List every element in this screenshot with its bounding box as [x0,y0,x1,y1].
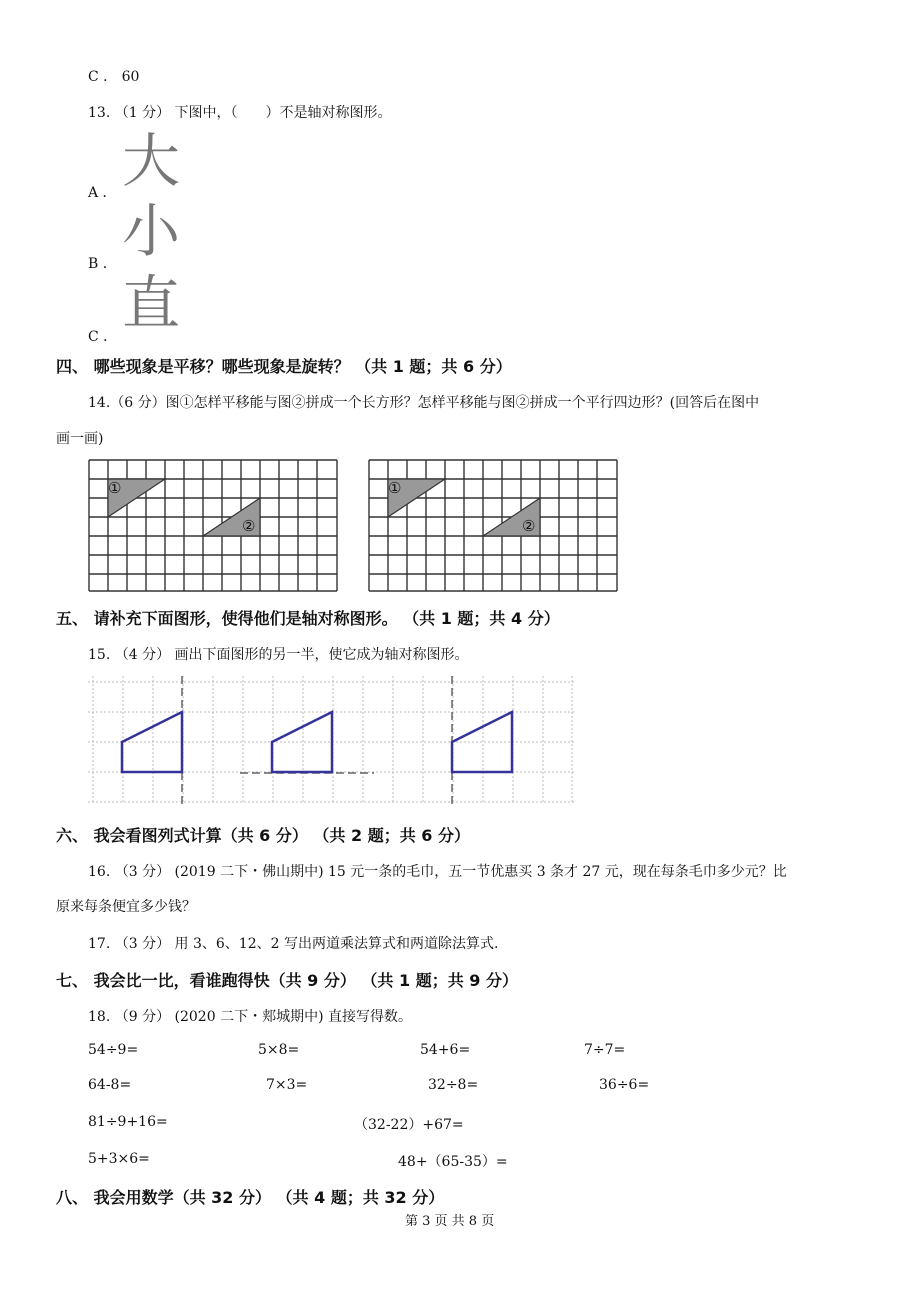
q13-option-b-label: B ． [88,256,117,272]
page-footer: 第 3 页 共 8 页 [405,1214,495,1229]
q18-item: 5+3×6= [88,1151,150,1167]
q14-line2: 画一画) [56,431,104,447]
section-6-title: 六、 我会看图列式计算（共 6 分） （共 2 题；共 6 分） [56,826,470,845]
q15-stem: 15. （4 分） 画出下面图形的另一半，使它成为轴对称图形。 [88,647,469,663]
q15-grid [88,676,576,808]
q18-item: 7÷7= [584,1042,626,1058]
q14-left-label-1: ① [108,479,122,497]
q14-grid-left [88,459,340,593]
q16-line1: 16. （3 分） (2019 二下・佛山期中) 15 元一条的毛巾，五一节优惠买 3 条才 27 元，现在每条毛巾多少元？比 [88,864,787,880]
q14-right-label-1: ① [388,479,402,497]
q14-left-label-2: ② [242,517,256,535]
q16-line2: 原来每条便宜多少钱？ [56,899,196,915]
q18-item: 36÷6= [599,1077,650,1093]
section-7-title: 七、 我会比一比，看谁跑得快（共 9 分） （共 1 题；共 9 分） [56,971,518,990]
q12-option-c: C ． 60 [88,69,140,85]
q18-item: 48+（65-35）= [398,1154,508,1170]
q18-stem: 18. （9 分） (2020 二下・郏城期中) 直接写得数。 [88,1009,412,1025]
q18-item: 5×8= [258,1042,300,1058]
q18-item: 54÷9= [88,1042,139,1058]
section-5-title: 五、 请补充下面图形，使得他们是轴对称图形。 （共 1 题；共 4 分） [56,609,560,628]
q13-option-c-char: 直 [122,269,181,337]
q14-line1: 14.（6 分）图①怎样平移能与图②拼成一个长方形？怎样平移能与图②拼成一个平行四边形？(回答后在图中 [88,395,760,411]
q17-stem: 17. （3 分） 用 3、6、12、2 写出两道乘法算式和两道除法算式. [88,936,499,952]
q13-option-a-label: A ． [88,185,117,201]
q13-stem: 13. （1 分） 下图中，（ ）不是轴对称图形。 [88,105,392,121]
q18-item: 32÷8= [428,1077,479,1093]
q18-item: 54+6= [420,1042,471,1058]
q14-right-label-2: ② [522,517,536,535]
q18-item: 81÷9+16= [88,1114,168,1130]
q18-item: （32-22）+67= [354,1117,464,1133]
q18-item: 7×3= [266,1077,308,1093]
q13-option-a-char: 大 [122,127,181,195]
q14-grid-right [368,459,620,593]
section-8-title: 八、 我会用数学（共 32 分） （共 4 题；共 32 分） [56,1188,445,1207]
q18-item: 64-8= [88,1077,132,1093]
section-4-title: 四、 哪些现象是平移？哪些现象是旋转？ （共 1 题；共 6 分） [56,357,512,376]
q13-option-c-label: C ． [88,329,118,345]
q13-option-b-char: 小 [122,197,181,265]
